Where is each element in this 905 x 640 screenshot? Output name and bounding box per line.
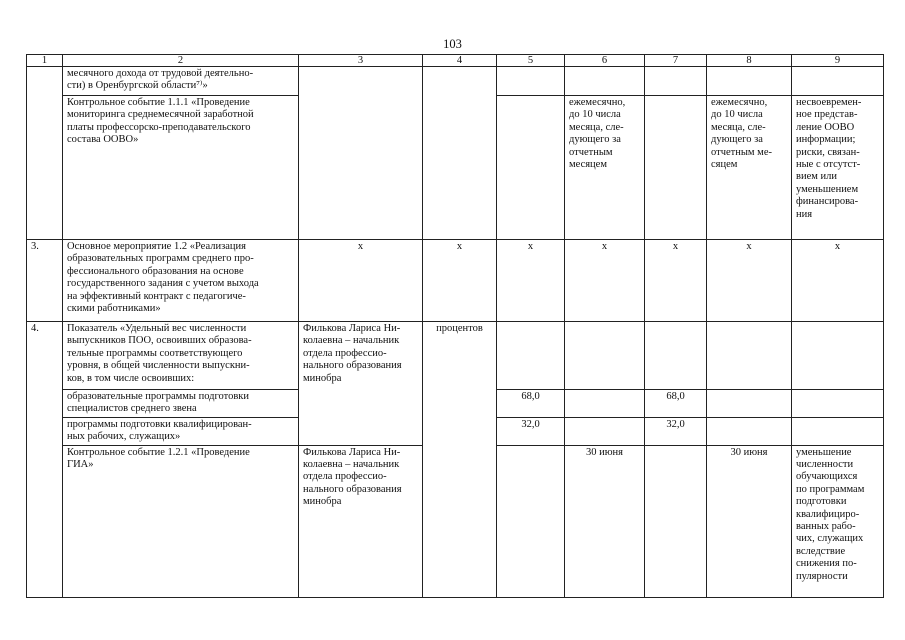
risk-cell: уменьшение численности обучающихся по программам подготовки квалифициро- ванных рабо- чих, служащих вследствие снижения по- пулярности (792, 445, 884, 597)
table-row (27, 67, 884, 96)
header-cell: 6 (565, 55, 645, 67)
num-cell: 3. (27, 240, 63, 322)
value-cell (497, 67, 565, 96)
row-text: программы подготовки квалифицирован- ных рабочих, служащих» (63, 417, 299, 445)
num-cell: 4. (27, 322, 63, 598)
table-row (27, 322, 884, 390)
resp-cell: Филькова Лариса Ни- колаевна – начальник отдела профессио- нального образования минобра (299, 322, 423, 446)
value-cell (497, 445, 565, 597)
x-mark: x (565, 240, 645, 322)
value-cell (645, 96, 707, 240)
value-cell (792, 67, 884, 96)
header-cell: 1 (27, 55, 63, 67)
deadline-cell: 30 июня (565, 445, 645, 597)
value-cell (565, 390, 645, 418)
value-cell (707, 417, 792, 445)
page-number: 103 (443, 37, 462, 51)
plan-table (26, 54, 884, 598)
value-cell: 32,0 (645, 417, 707, 445)
x-mark: x (497, 240, 565, 322)
unit-cell (423, 67, 497, 240)
deadline-cell: ежемесячно, до 10 числа месяца, сле- дующего за отчетным ме- сяцем (707, 96, 792, 240)
value-cell (645, 322, 707, 390)
value-cell (645, 67, 707, 96)
value-cell (645, 445, 707, 597)
value-cell (565, 417, 645, 445)
value-cell (565, 322, 645, 390)
header-cell: 3 (299, 55, 423, 67)
value-cell (497, 96, 565, 240)
value-cell (565, 67, 645, 96)
header-row (27, 55, 884, 67)
value-cell (707, 390, 792, 418)
row-text: образовательные программы подготовки специалистов среднего звена (63, 390, 299, 418)
value-cell: 68,0 (497, 390, 565, 418)
x-mark: x (707, 240, 792, 322)
deadline-cell: 30 июня (707, 445, 792, 597)
value-cell (707, 322, 792, 390)
value-cell (707, 67, 792, 96)
header-cell: 5 (497, 55, 565, 67)
row-text: Контрольное событие 1.1.1 «Проведение мониторинга среднемесячной заработной платы профессорско-преподавательского состава ООВО» (63, 96, 299, 240)
x-mark: x (645, 240, 707, 322)
header-cell: 8 (707, 55, 792, 67)
deadline-cell: ежемесячно, до 10 числа месяца, сле- дующего за отчетным месяцем (565, 96, 645, 240)
value-cell: 32,0 (497, 417, 565, 445)
header-cell: 2 (63, 55, 299, 67)
x-mark: x (423, 240, 497, 322)
value-cell: 68,0 (645, 390, 707, 418)
header-cell: 7 (645, 55, 707, 67)
row-text: Показатель «Удельный вес численности выпускников ПОО, освоивших образова- тельные программы соответствующего уровня, в общей численности выпускни- ков, в том числе освоивших: (63, 322, 299, 390)
resp-cell (299, 67, 423, 240)
risk-cell: несвоевремен- ное представ- ление ООВО информации; риски, связан- ные с отсутст- вием или уменьшением финансирова- ния (792, 96, 884, 240)
row-text: месячного дохода от трудовой деятельно- сти) в Оренбургской области⁷⁾» (63, 67, 299, 96)
header-cell: 4 (423, 55, 497, 67)
value-cell (792, 322, 884, 390)
num-cell (27, 67, 63, 240)
table-row (27, 240, 884, 322)
x-mark: x (299, 240, 423, 322)
value-cell (792, 390, 884, 418)
row-text: Основное мероприятие 1.2 «Реализация образовательных программ среднего про- фессионального образования на основе государственного задания с учетом выхода на эффективный контракт с педагогиче- скими работниками» (63, 240, 299, 322)
header-cell: 9 (792, 55, 884, 67)
x-mark: x (792, 240, 884, 322)
row-text: Контрольное событие 1.2.1 «Проведение ГИА» (63, 445, 299, 597)
value-cell (497, 322, 565, 390)
unit-cell: процентов (423, 322, 497, 598)
value-cell (792, 417, 884, 445)
resp-cell: Филькова Лариса Ни- колаевна – начальник отдела профессио- нального образования минобра (299, 445, 423, 597)
